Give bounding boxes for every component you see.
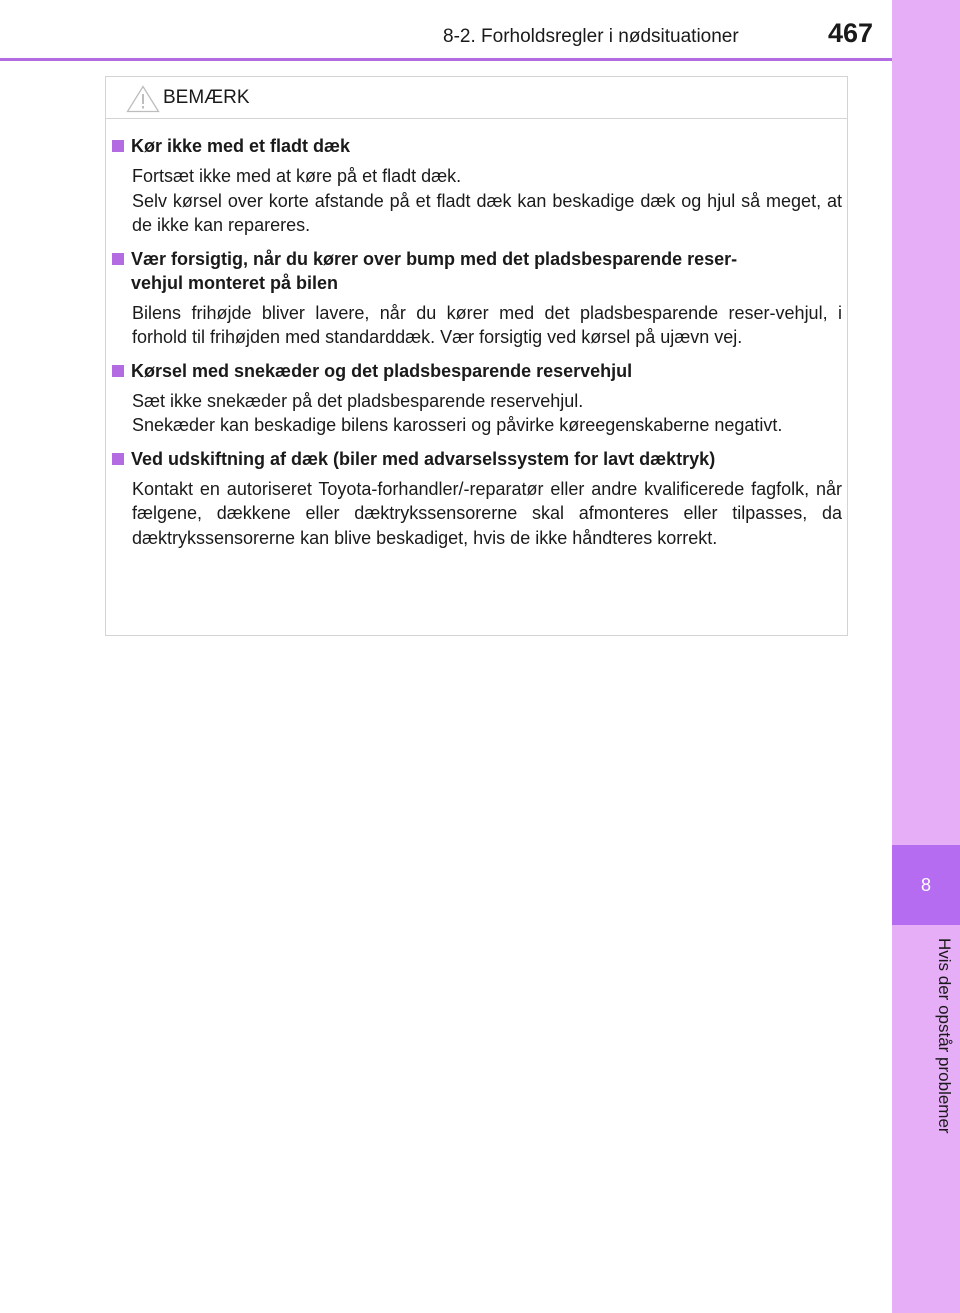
page-number: 467 xyxy=(828,18,874,48)
item-paragraph: Kontakt en autoriseret Toyota-forhandler/-reparatør eller andre kvalificerede fagfolk, når fælgene, dækkene eller dæktrykssensorerne skal afmonteres eller tilpasses, da dæktrykssensorerne kan blive beskadiget, hvis de ikke håndteres korrekt. xyxy=(132,478,842,548)
item-paragraph: Snekæder kan beskadige bilens karosseri og påvirke køreegenskaberne negativt. xyxy=(132,415,783,435)
square-bullet-icon xyxy=(112,253,124,265)
square-bullet-icon xyxy=(112,453,124,465)
item-paragraph: Bilens frihøjde bliver lavere, når du kører med det pladsbesparende reser-vehjul, i forhold til frihøjden med standarddæk. Vær forsigtig ved kørsel på ujævn vej. xyxy=(132,302,842,347)
chapter-tab xyxy=(892,845,960,925)
notice-item-snow-chains xyxy=(112,359,842,438)
chapter-number: 8 xyxy=(920,874,931,895)
notice-header xyxy=(106,77,847,119)
notice-box xyxy=(105,76,848,636)
item-paragraph: Selv kørsel over korte afstande på et fladt dæk kan beskadige dæk og hjul så meget, at de ikke kan repareres. xyxy=(132,190,842,235)
square-bullet-icon xyxy=(112,140,124,152)
item-title xyxy=(131,247,842,295)
notice-item-tire-replacement xyxy=(112,447,842,551)
item-paragraph: Fortsæt ikke med at køre på et fladt dæk. xyxy=(132,166,462,186)
header-rule xyxy=(0,58,892,61)
item-title-line: vehjul monteret på bilen xyxy=(131,272,339,293)
notice-label: BEMÆRK xyxy=(163,87,250,108)
item-title-line: Vær forsigtig, når du kører over bump med det pladsbesparende reser- xyxy=(131,248,738,269)
chapter-title: Hvis der opstår problemer xyxy=(935,938,954,1134)
section-title: 8-2. Forholdsregler i nødsituationer xyxy=(443,26,739,47)
item-title: Kør ikke med et fladt dæk xyxy=(131,136,351,156)
warning-triangle-icon xyxy=(126,85,160,113)
notice-item-flat-tire xyxy=(112,134,842,238)
notice-item-bumps xyxy=(112,247,842,350)
item-title: Ved udskiftning af dæk (biler med advarselssystem for lavt dæktryk) xyxy=(131,448,716,469)
item-title: Kørsel med snekæder og det pladsbesparende reservehjul xyxy=(131,360,633,381)
square-bullet-icon xyxy=(112,365,124,377)
notice-content xyxy=(112,134,842,559)
item-paragraph: Sæt ikke snekæder på det pladsbesparende reservehjul. xyxy=(132,390,584,411)
